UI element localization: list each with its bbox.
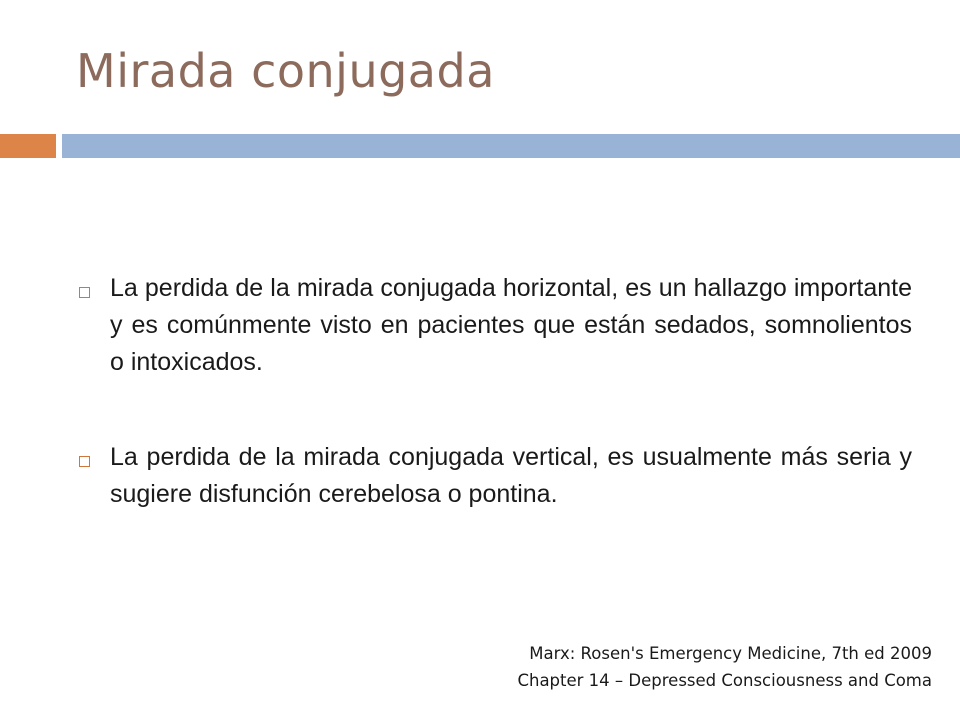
accent-bar-orange: [0, 134, 56, 158]
square-bullet-icon: [79, 456, 90, 467]
citation-line-chapter: Chapter 14 – Depressed Consciousness and Coma: [517, 671, 932, 690]
citation: [517, 640, 932, 694]
square-bullet-icon: [79, 287, 90, 298]
slide-title: Mirada conjugada: [76, 44, 495, 98]
citation-line-source: Marx: Rosen's Emergency Medicine, 7th ed 2009: [529, 644, 932, 663]
bullet-item: [72, 270, 912, 381]
bullet-text: La perdida de la mirada conjugada vertical, es usualmente más seria y sugiere disfunción cerebelosa o pontina.: [110, 443, 912, 508]
accent-bar-blue: [62, 134, 960, 158]
bullet-text: La perdida de la mirada conjugada horizontal, es un hallazgo importante y es comúnmente visto en pacientes que están sedados, somnolientos o intoxicados.: [110, 274, 912, 376]
bullet-list: [72, 270, 912, 513]
bullet-item: [72, 439, 912, 513]
